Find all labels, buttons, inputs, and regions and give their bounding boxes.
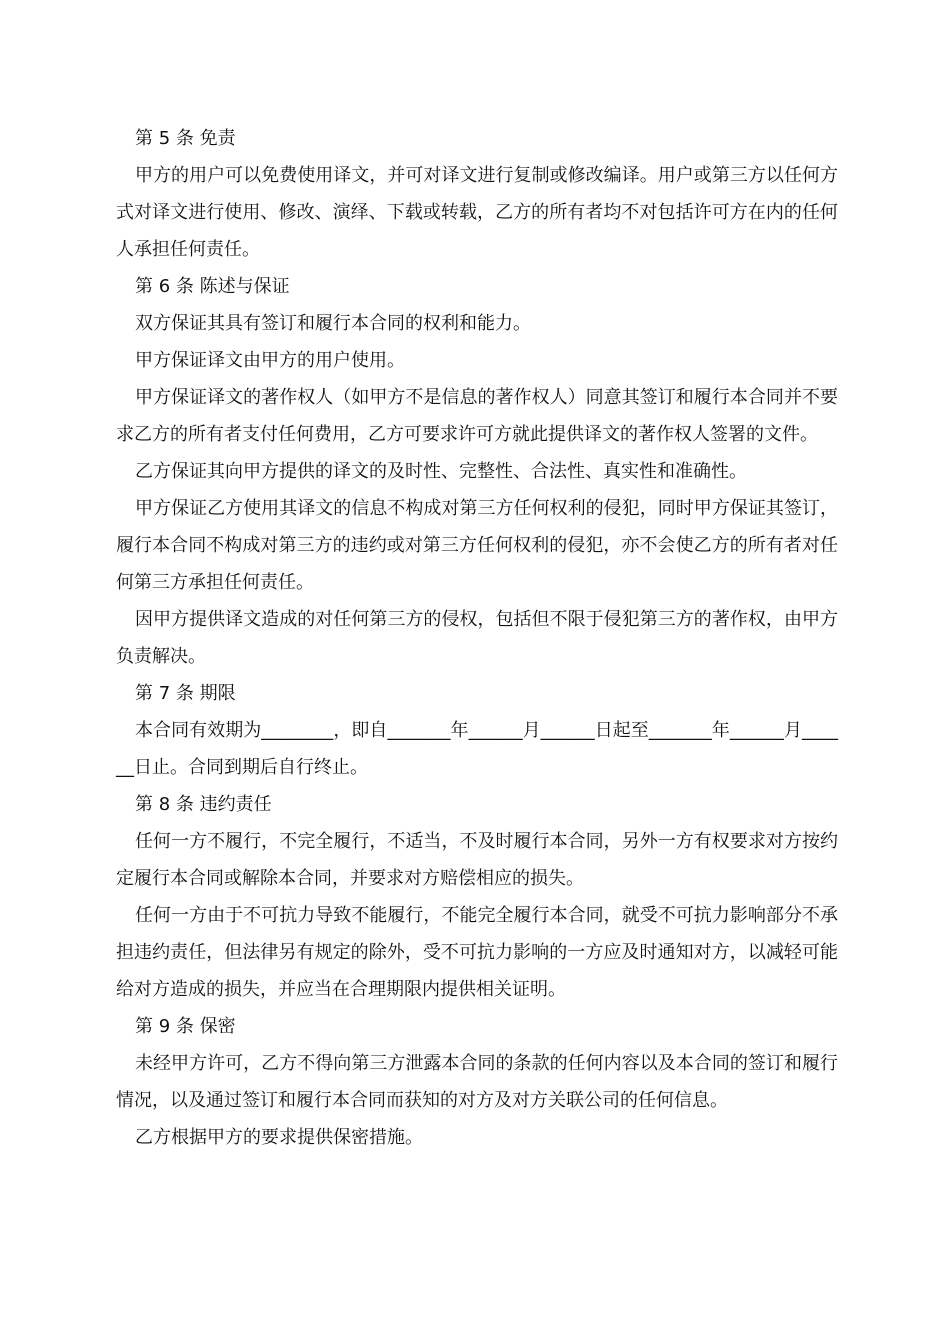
- article-7-paragraph: 本合同有效期为________，即自_______年______月______日起至_______年______月______日止。合同到期后自行终止。: [116, 720, 838, 778]
- article-7-heading: 第 7 条 期限: [135, 683, 236, 704]
- article-8-paragraph-2: 任何一方由于不可抗力导致不能履行，不能完全履行本合同，就受不可抗力影响部分不承担违约责任，但法律另有规定的除外，受不可抗力影响的一方应及时通知对方，以减轻可能给对方造成的损失，并应当在合理期限内提供相关证明。: [116, 905, 838, 1000]
- article-5-paragraph: 甲方的用户可以免费使用译文，并可对译文进行复制或修改编译。用户或第三方以任何方式对译文进行使用、修改、演绎、下载或转载，乙方的所有者均不对包括许可方在内的任何人承担任何责任。: [116, 165, 838, 260]
- article-5-heading: 第 5 条 免责: [135, 128, 236, 149]
- article-9-paragraph-1: 未经甲方许可，乙方不得向第三方泄露本合同的条款的任何内容以及本合同的签订和履行情况，以及通过签订和履行本合同而获知的对方及对方关联公司的任何信息。: [116, 1053, 838, 1111]
- article-6-heading: 第 6 条 陈述与保证: [135, 276, 290, 297]
- article-6-paragraph-2: 甲方保证译文由甲方的用户使用。: [135, 350, 405, 371]
- document-body: [116, 120, 838, 1156]
- article-8-heading: 第 8 条 违约责任: [135, 794, 272, 815]
- article-8-paragraph-1: 任何一方不履行，不完全履行，不适当，不及时履行本合同，另外一方有权要求对方按约定履行本合同或解除本合同，并要求对方赔偿相应的损失。: [116, 831, 838, 889]
- article-6-paragraph-3: 甲方保证译文的著作权人（如甲方不是信息的著作权人）同意其签订和履行本合同并不要求乙方的所有者支付任何费用，乙方可要求许可方就此提供译文的著作权人签署的文件。: [116, 387, 838, 445]
- article-6-paragraph-5: 甲方保证乙方使用其译文的信息不构成对第三方任何权利的侵犯，同时甲方保证其签订，履行本合同不构成对第三方的违约或对第三方任何权利的侵犯，亦不会使乙方的所有者对任何第三方承担任何责任。: [116, 498, 838, 593]
- article-6-paragraph-6: 因甲方提供译文造成的对任何第三方的侵权，包括但不限于侵犯第三方的著作权，由甲方负责解决。: [116, 609, 838, 667]
- article-6-paragraph-4: 乙方保证其向甲方提供的译文的及时性、完整性、合法性、真实性和准确性。: [135, 461, 747, 482]
- article-6-paragraph-1: 双方保证其具有签订和履行本合同的权利和能力。: [135, 313, 531, 334]
- article-9-paragraph-2: 乙方根据甲方的要求提供保密措施。: [135, 1127, 423, 1148]
- article-9-heading: 第 9 条 保密: [135, 1016, 236, 1037]
